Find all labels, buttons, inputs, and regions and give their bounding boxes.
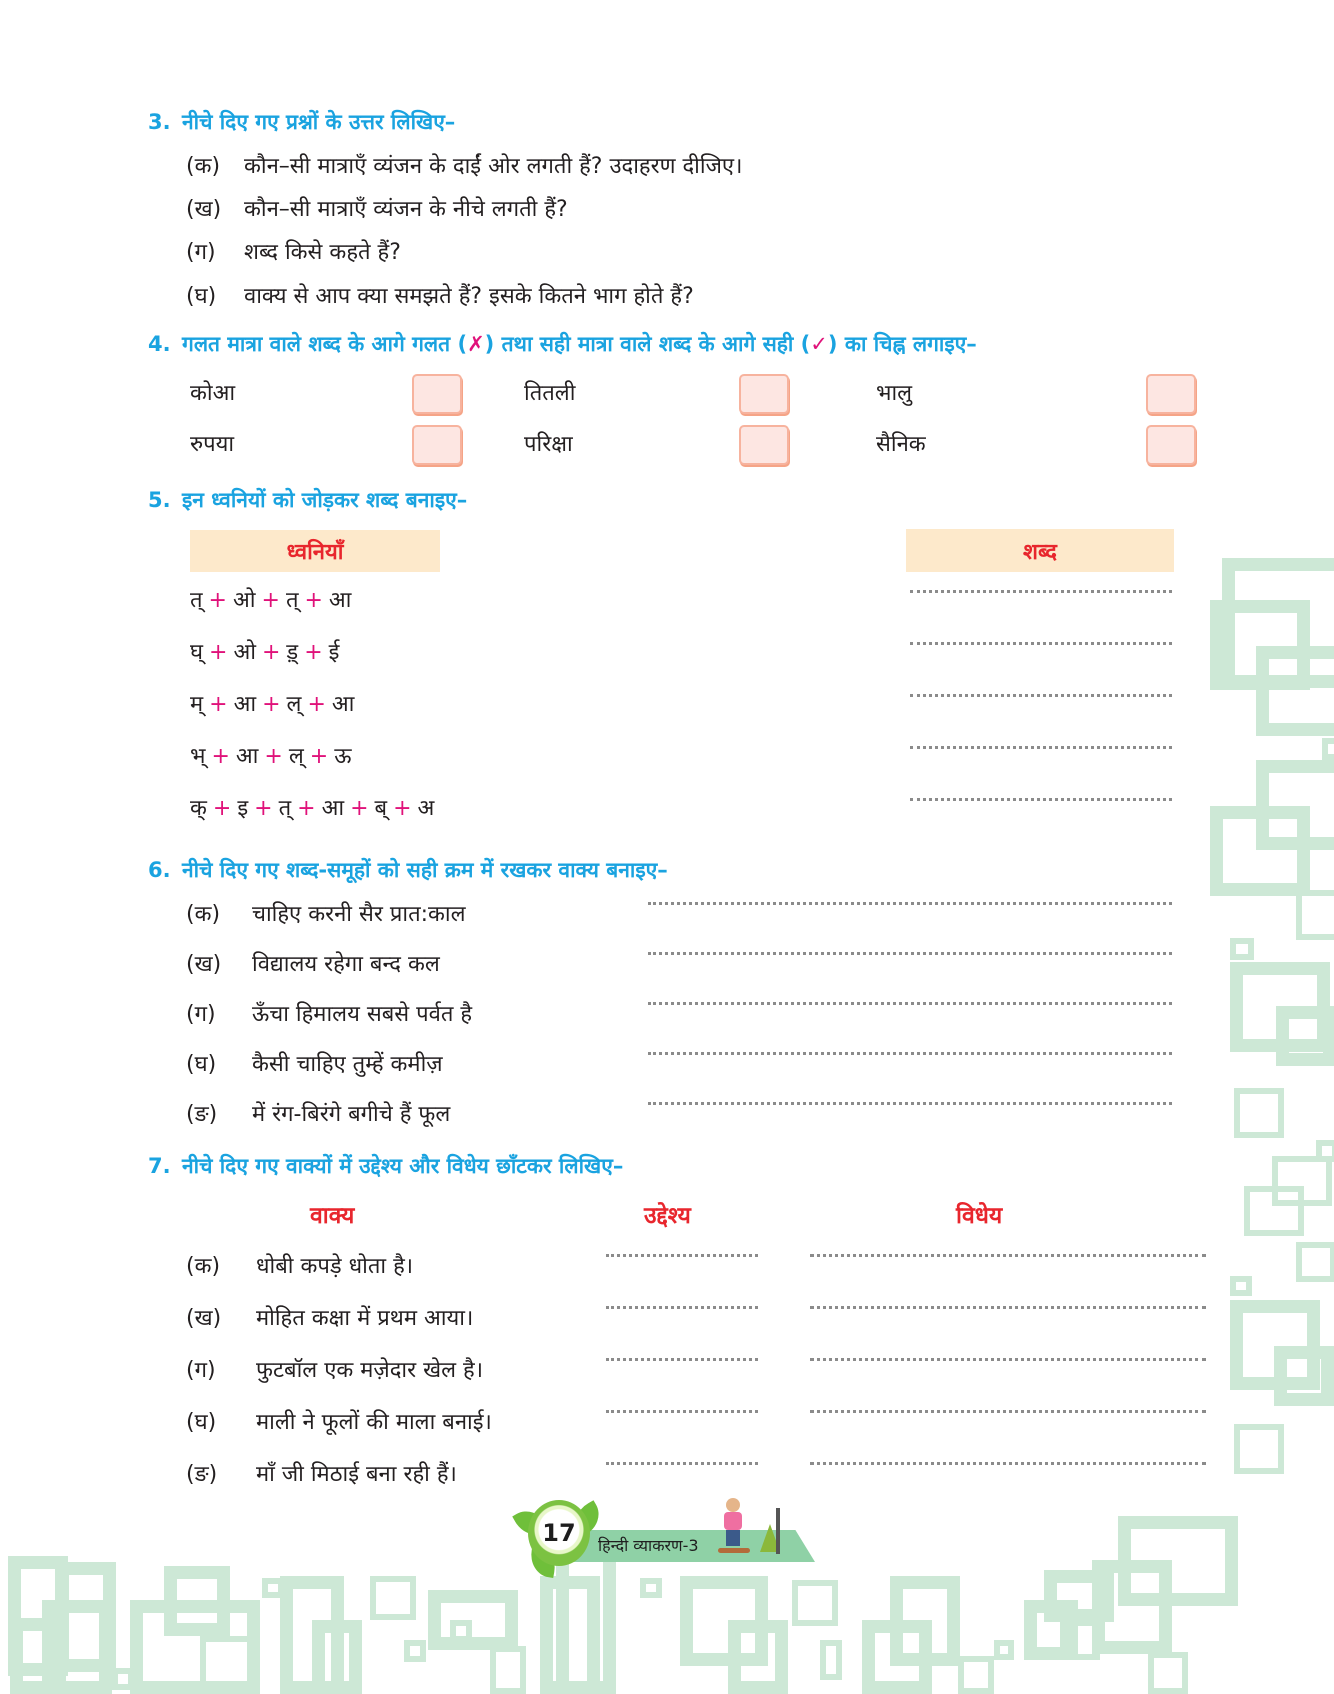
check-mark-icon: ✓ — [810, 332, 828, 356]
q4-answer-box[interactable] — [739, 374, 789, 414]
question-text: नीचे दिए गए प्रश्नों के उत्तर लिखिए– — [182, 110, 456, 134]
predicate-blank[interactable] — [810, 1462, 1206, 1465]
q4-answer-box[interactable] — [739, 425, 789, 465]
q7-item: (ङ) माँ जी मिठाई बना रही हैं। — [186, 1462, 457, 1487]
q4-answer-box[interactable] — [412, 425, 462, 465]
answer-blank[interactable] — [648, 1052, 1172, 1055]
q6-item: (क) चाहिए करनी सैर प्रात:काल — [186, 902, 466, 927]
column-header-sounds: ध्वनियाँ — [190, 530, 440, 572]
predicate-blank[interactable] — [810, 1358, 1206, 1361]
subject-blank[interactable] — [606, 1410, 758, 1413]
subject-blank[interactable] — [606, 1254, 758, 1257]
q7-item: (घ) माली ने फूलों की माला बनाई। — [186, 1410, 492, 1435]
q3-item-kha: (ख) कौन–सी मात्राएँ व्यंजन के नीचे लगती हैं? — [186, 197, 568, 222]
answer-blank[interactable] — [910, 642, 1172, 645]
book-title: हिन्दी व्याकरण-3 — [598, 1536, 699, 1555]
sound-combination-row: म् + आ + ल् + आ — [190, 692, 355, 717]
q4-answer-box[interactable] — [1146, 425, 1196, 465]
sound-combination-row: क् + इ + त् + आ + ब् + अ — [190, 796, 435, 821]
cross-mark-icon: ✗ — [467, 332, 485, 356]
q6-item: (ख) विद्यालय रहेगा बन्द कल — [186, 952, 440, 977]
subject-blank[interactable] — [606, 1358, 758, 1361]
q3-item-ka: (क) कौन–सी मात्राएँ व्यंजन के दाईं ओर लगती हैं? उदाहरण दीजिए। — [186, 154, 743, 179]
subject-blank[interactable] — [606, 1306, 758, 1309]
answer-blank[interactable] — [648, 1002, 1172, 1005]
answer-blank[interactable] — [648, 952, 1172, 955]
column-header-sentence: वाक्य — [310, 1203, 355, 1229]
question-4-heading: 4. गलत मात्रा वाले शब्द के आगे गलत (✗) तथा सही मात्रा वाले शब्द के आगे सही (✓) का चिह्न लगाइए– — [148, 332, 977, 356]
q4-answer-box[interactable] — [412, 374, 462, 414]
predicate-blank[interactable] — [810, 1410, 1206, 1413]
question-number: 3. — [148, 110, 171, 134]
answer-blank[interactable] — [910, 746, 1172, 749]
answer-blank[interactable] — [648, 902, 1172, 905]
skateboarding-kid-illustration — [720, 1498, 746, 1554]
question-3-heading — [148, 108, 455, 136]
q6-item: (ग) ऊँचा हिमालय सबसे पर्वत है — [186, 1002, 473, 1027]
q4-word: तितली — [524, 381, 576, 406]
q7-item: (क) धोबी कपड़े धोता है। — [186, 1254, 414, 1279]
page-number: 17 — [542, 1519, 576, 1547]
page-number-badge — [528, 1500, 590, 1566]
answer-blank[interactable] — [910, 694, 1172, 697]
q7-item: (ख) मोहित कक्षा में प्रथम आया। — [186, 1306, 474, 1331]
subject-blank[interactable] — [606, 1462, 758, 1465]
q3-item-ga: (ग) शब्द किसे कहते हैं? — [186, 240, 401, 265]
q4-answer-box[interactable] — [1146, 374, 1196, 414]
column-header-subject: उद्देश्य — [644, 1203, 691, 1229]
q3-item-gha: (घ) वाक्य से आप क्या समझते हैं? इसके कितने भाग होते हैं? — [186, 284, 694, 309]
q4-word: कोआ — [190, 381, 236, 406]
answer-blank[interactable] — [910, 590, 1172, 593]
q7-item: (ग) फुटबॉल एक मज़ेदार खेल है। — [186, 1358, 484, 1383]
answer-blank[interactable] — [910, 798, 1172, 801]
question-7-heading: 7. नीचे दिए गए वाक्यों में उद्देश्य और विधेय छाँटकर लिखिए– — [148, 1154, 624, 1178]
q4-word: रुपया — [190, 432, 235, 457]
answer-blank[interactable] — [648, 1102, 1172, 1105]
q4-word: परिक्षा — [524, 432, 573, 457]
sound-combination-row: भ् + आ + ल् + ऊ — [190, 744, 352, 769]
predicate-blank[interactable] — [810, 1254, 1206, 1257]
question-6-heading: 6. नीचे दिए गए शब्द-समूहों को सही क्रम में रखकर वाक्य बनाइए– — [148, 858, 668, 882]
question-5-heading: 5. इन ध्वनियों को जोड़कर शब्द बनाइए– — [148, 488, 468, 512]
q6-item: (ङ) में रंग-बिरंगे बगीचे हैं फूल — [186, 1102, 451, 1127]
sound-combination-row: त् + ओ + त् + आ — [190, 588, 352, 613]
sound-combination-row: घ् + ओ + ड़् + ई — [190, 640, 340, 665]
q4-word: भालु — [876, 381, 913, 406]
q4-word: सैनिक — [876, 432, 926, 457]
street-lamp-icon — [776, 1508, 780, 1554]
column-header-word: शब्द — [906, 529, 1174, 572]
q6-item: (घ) कैसी चाहिए तुम्हें कमीज़ — [186, 1052, 443, 1077]
column-header-predicate: विधेय — [956, 1203, 1003, 1229]
predicate-blank[interactable] — [810, 1306, 1206, 1309]
